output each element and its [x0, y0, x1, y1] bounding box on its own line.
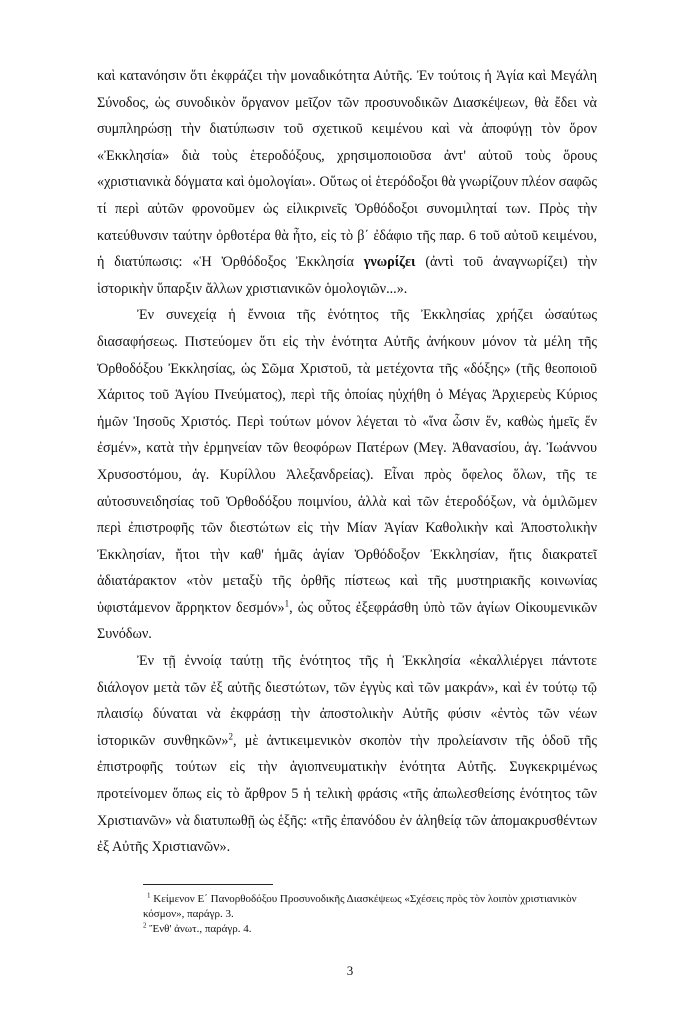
paragraph-3-end: , μὲ ἀντικειμενικὸν σκοπὸν τὴν προλείανσιν τῆς ὁδοῦ τῆς ἐπιστροφῆς τούτων εἰς τὴν ἁγιοπνευματικὴν ἑνότητα Αὐτῆς. Συγκεκριμένως προτείνομεν ὅπως εἰς τὸ ἄρθρον 5 ἡ τελικὴ φράσις «τῆς ἀπωλεσθείσης ἑνότητος τῶν Χριστιανῶν» νὰ διατυπωθῇ ὡς ἑξῆς: «τῆς ἐπανόδου ἐν ἀληθείᾳ τῶν ἀπομακρυσθέντων ἐξ Αὐτῆς Χριστιανῶν».: [97, 732, 597, 856]
footnote-1-number: 1: [147, 891, 151, 900]
paragraph-1-end: (ἀντὶ τοῦ ἀναγνωρίζει) τὴν ἱστορικὴν ὕπαρξιν ἄλλων χριστιανικῶν ὁμολογιῶν...».: [97, 254, 598, 297]
footnote-2-text: Ἔνθ' ἀνωτ., παράγρ. 4.: [146, 923, 252, 935]
footnote-2-number: 2: [143, 921, 147, 930]
footnote-2: [97, 922, 597, 937]
footnote-ref-2: 2: [228, 731, 234, 742]
footnotes: [97, 892, 597, 937]
footnote-ref-1: 1: [284, 598, 290, 609]
footnote-1-text: Κείμενον Ε΄ Πανορθοδόξου Προσυνοδικῆς Διασκέψεως «Σχέσεις πρὸς τὸν λοιπὸν χριστιανικὸν κόσμον», παράγρ. 3.: [143, 893, 577, 920]
paragraph-1: [97, 63, 597, 302]
page-number: 3: [346, 963, 354, 978]
paragraph-2-end: , ὡς οὗτος ἐξεφράσθη ὑπὸ τῶν ἁγίων Οἰκουμενικῶν Συνόδων.: [97, 599, 597, 643]
footnote-1: [97, 892, 597, 922]
paragraph-1-text: καὶ κατανόησιν ὅτι ἐκφράζει τὴν μοναδικότητα Αὐτῆς. Ἐν τούτοις ἡ Ἁγία καὶ Μεγάλη Σύνοδος, ὡς συνοδικὸν ὄργανον μεῖζον τῶν προσυνοδικῶν Διασκέψεων, θὰ ἔδει νὰ συμπληρώσῃ τὴν διατύπωσιν τοῦ σχετικοῦ κειμένου καὶ νὰ ἀποφύγῃ τὸν ὅρον «Ἐκκλησία» διὰ τοὺς ἑτεροδόξους, χρησιμοποιοῦσα ἀντ' αὐτοῦ τοὺς ὅρους «χριστιανικὰ δόγματα καὶ ὁμολογίαι». Οὕτως οἱ ἑτερόδοξοι θὰ γνωρίζουν πλέον σαφῶς τί περὶ αὐτῶν φρονοῦμεν ὡς εἰλικρινεῖς Ὀρθόδοξοι συνομιληταί των. Πρὸς τὴν κατεύθυνσιν ταύτην ὀρθοτέρα θὰ ἦτο, εἰς τὸ β΄ ἐδάφιο τῆς παρ. 6 τοῦ αὐτοῦ κειμένου, ἡ διατύπωσις: «Ἡ Ὀρθόδοξος Ἐκκλησία: [97, 68, 597, 271]
paragraph-1-bold: γνωρίζει: [363, 254, 416, 271]
paragraph-2-text: Ἐν συνεχείᾳ ἡ ἔννοια τῆς ἑνότητος τῆς Ἐκκλησίας χρήζει ὡσαύτως διασαφήσεως. Πιστεύομεν ὅτι εἰς τὴν ἑνότητα Αὐτῆς ἀνήκουν μόνον τὰ μέλη τῆς Ὀρθοδόξου Ἐκκλησίας, ὡς Σῶμα Χριστοῦ, τὰ μετέχοντα τῆς «δόξης» (τῆς θεοποιοῦ Χάριτος τοῦ Ἁγίου Πνεύματος), περὶ τῆς ὁποίας ηὐχήθη ὁ Μέγας Ἀρχιερεὺς Κύριος ἡμῶν Ἰησοῦς Χριστός. Περὶ τούτων μόνον λέγεται τὸ «ἵνα ὦσιν ἕν, καθὼς ἡμεῖς ἕν ἐσμέν», κατὰ τὴν ἑρμηνείαν τῶν θεοφόρων Πατέρων (Μεγ. Ἀθανασίου, ἁγ. Ἰωάννου Χρυσοστόμου, ἁγ. Κυρίλλου Ἀλεξανδρείας). Εἶναι πρὸς ὄφελος ὅλων, τῆς τε αὐτοσυνειδησίας τοῦ Ὀρθοδόξου ποιμνίου, ἀλλὰ καὶ τῶν ἑτεροδόξων, νὰ ὁμιλῶμεν περὶ ἐπιστροφῆς τῶν διεστώτων εἰς τὴν Μίαν Ἁγίαν Καθολικὴν καὶ Ἀποστολικὴν Ἐκκλησίαν, ἤτοι τὴν καθ' ἡμᾶς ἁγίαν Ὀρθόδοξον Ἐκκλησίαν, ἥτις διακρατεῖ ἀδιατάρακτον «τὸν μεταξὺ τῆς ὀρθῆς πίστεως καὶ τῆς μυστηριακῆς κοινωνίας ὑφιστάμενον ἄρρηκτον δεσμόν»: [97, 307, 597, 616]
footnote-separator: [143, 884, 273, 885]
paragraph-2: [97, 302, 597, 648]
paragraph-3: [97, 648, 597, 861]
body-text: [97, 63, 597, 861]
paragraph-3-text: Ἐν τῇ ἐννοίᾳ ταύτῃ τῆς ἑνότητος τῆς ἡ Ἐκκλησία «ἐκαλλιέργει πάντοτε διάλογον μετὰ τῶν ἐξ αὐτῆς διεστώτων, τῶν ἐγγὺς καὶ τῶν μακράν», καὶ ἐν τούτῳ τῷ πλαισίῳ δύναται νὰ ἐκφράσῃ τὴν ἀποστολικὴν Αὐτῆς φύσιν «ἐντὸς τῶν νέων ἱστορικῶν συνθηκῶν»: [97, 653, 597, 749]
